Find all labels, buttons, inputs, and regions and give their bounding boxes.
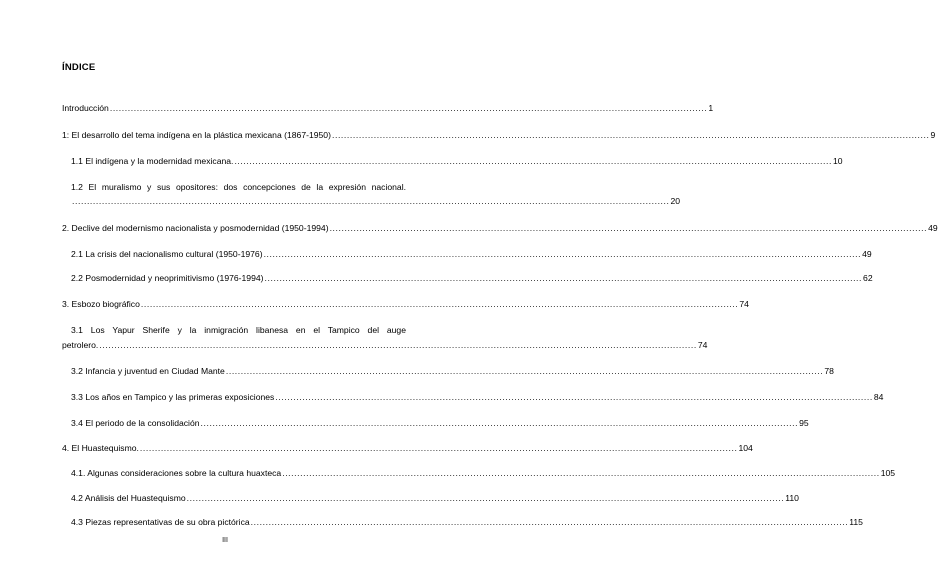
toc-leader-dots: ........................................................................................................................................................................................................ <box>140 299 739 309</box>
toc-entry-chapter-1[interactable] <box>62 130 936 141</box>
toc-entry-page: 110 <box>785 493 799 503</box>
toc-entry-4-2[interactable] <box>71 493 799 504</box>
page-title: ÍNDICE <box>62 62 96 73</box>
toc-leader-dots: ........................................................................................................................................................................................................ <box>225 366 824 376</box>
toc-entry-page: 74 <box>697 340 708 350</box>
toc-entry-label: 3.4 El periodo de la consolidación <box>71 418 200 428</box>
toc-leader-dots: ........................................................................................................................................................................................................ <box>275 392 873 402</box>
toc-entry-page: 115 <box>849 517 863 527</box>
toc-leader-dots: ........................................................................................................................................................................................................ <box>263 249 862 259</box>
toc-entry-page: 105 <box>880 468 896 478</box>
toc-entry-label: petrolero. <box>62 340 99 350</box>
toc-leader-dots: ........................................................................................................................................................................................................ <box>234 156 832 166</box>
toc-entry-page: 20 <box>670 196 681 206</box>
toc-leader-dots: ........................................................................................................................................................................................................ <box>139 443 738 453</box>
toc-entry-page: 10 <box>832 156 843 166</box>
toc-entry-label: 4.2 Análisis del Huastequismo <box>71 493 186 503</box>
toc-entry-page: 104 <box>738 443 753 453</box>
toc-entry-page: 9 <box>930 130 936 140</box>
toc-entry-label: 1: El desarrollo del tema indígena en la plástica mexicana (1867-1950) <box>62 130 331 140</box>
toc-leader-dots: ........................................................................................................................................................................................................ <box>200 418 799 428</box>
toc-leader-dots: ........................................................................................................................................................................................................ <box>72 196 670 206</box>
toc-leader-dots: ........................................................................................................................................................................................................ <box>186 493 785 503</box>
toc-entry-page: 1 <box>708 103 714 113</box>
toc-entry-label: 2.1 La crisis del nacionalismo cultural (1950-1976) <box>71 249 263 259</box>
page-number: III <box>222 537 228 544</box>
toc-entry-label: 4. El Huastequismo. <box>62 443 139 453</box>
toc-leader-dots: ........................................................................................................................................................................................................ <box>282 468 880 478</box>
toc-leader-dots: ........................................................................................................................................................................................................ <box>329 223 928 233</box>
toc-entry-page: 84 <box>873 392 884 402</box>
toc-entry-introduccion[interactable] <box>62 103 714 114</box>
toc-entry-3-1[interactable] <box>62 340 708 351</box>
toc-leader-dots: ........................................................................................................................................................................................................ <box>109 103 708 113</box>
toc-entry-3-3[interactable] <box>71 392 884 403</box>
toc-entry-chapter-2[interactable] <box>62 223 938 234</box>
toc-leader-dots: ........................................................................................................................................................................................................ <box>331 130 930 140</box>
toc-entry-chapter-4[interactable] <box>62 443 753 454</box>
toc-entry-4-3[interactable] <box>71 517 863 528</box>
toc-leader-dots: ........................................................................................................................................................................................................ <box>264 273 863 283</box>
toc-entry-label: 3.3 Los años en Tampico y las primeras exposiciones <box>71 392 275 402</box>
toc-entry-page: 74 <box>739 299 749 309</box>
toc-entry-1-2-line1[interactable]: 1.2 El muralismo y sus opositores: dos concepciones de la expresión nacional. <box>71 182 406 192</box>
toc-leader-dots: ........................................................................................................................................................................................................ <box>250 517 849 527</box>
toc-entry-1-2[interactable] <box>71 196 681 207</box>
toc-entry-label: 1.1 El indígena y la modernidad mexicana. <box>71 156 234 166</box>
toc-entry-label: Introducción <box>62 103 109 113</box>
toc-entry-label: 3. Esbozo biográfico <box>62 299 140 309</box>
toc-entry-page: 62 <box>863 273 873 283</box>
toc-entry-label: 2.2 Posmodernidad y neoprimitivismo (1976-1994) <box>71 273 264 283</box>
toc-entry-label: 3.2 Infancia y juventud en Ciudad Mante <box>71 366 225 376</box>
toc-entry-3-2[interactable] <box>71 366 834 377</box>
toc-entry-page: 49 <box>862 249 872 259</box>
toc-entry-label: 4.1. Algunas consideraciones sobre la cultura huaxteca <box>71 468 282 478</box>
toc-entry-label: 4.3 Piezas representativas de su obra pictórica <box>71 517 250 527</box>
toc-entry-1-1[interactable] <box>71 156 843 167</box>
toc-entry-3-4[interactable] <box>71 418 809 429</box>
toc-entry-page: 95 <box>799 418 809 428</box>
toc-entry-chapter-3[interactable] <box>62 299 749 310</box>
toc-entry-2-2[interactable] <box>71 273 873 284</box>
toc-leader-dots: ........................................................................................................................................................................................................ <box>99 340 697 350</box>
toc-entry-3-1-line1[interactable]: 3.1 Los Yapur Sherife y la inmigración libanesa en el Tampico del auge <box>71 325 406 335</box>
toc-entry-label: 2. Declive del modernismo nacionalista y posmodernidad (1950-1994) <box>62 223 329 233</box>
toc-entry-4-1[interactable] <box>71 468 896 479</box>
toc-entry-page: 78 <box>824 366 834 376</box>
toc-entry-2-1[interactable] <box>71 249 872 260</box>
toc-entry-page: 49 <box>928 223 938 233</box>
